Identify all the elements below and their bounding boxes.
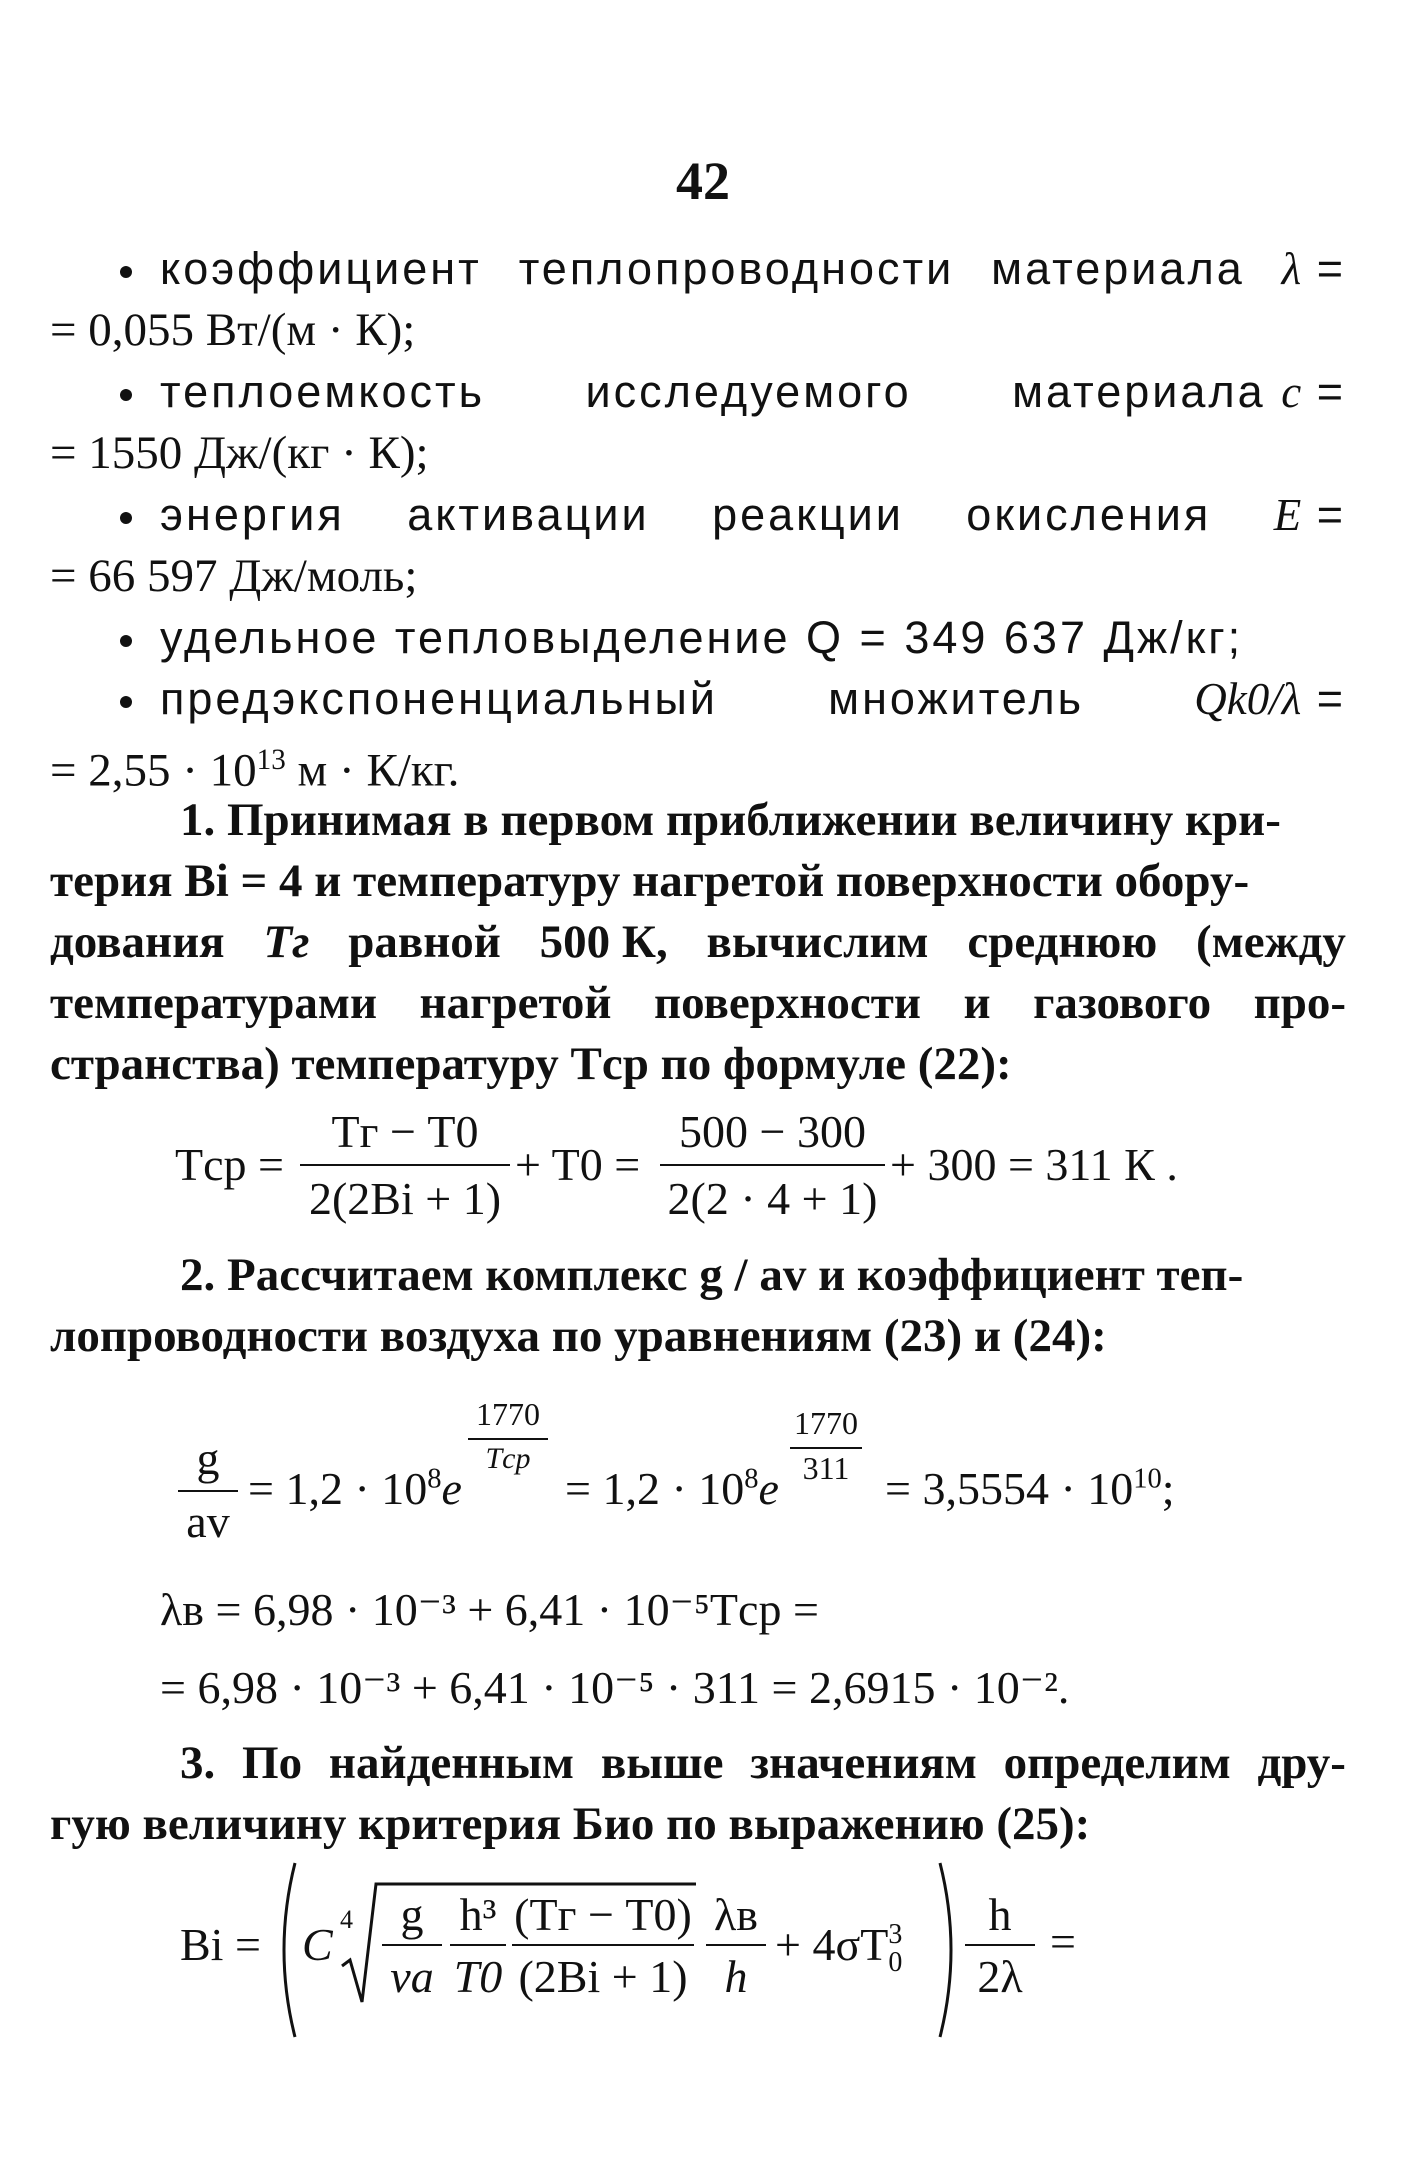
list-item: энергия активации реакции окисления E = — [50, 484, 1346, 545]
fraction-bar — [706, 1944, 766, 1946]
fraction-bar — [450, 1944, 506, 1946]
formula-lambda-line1: λв = 6,98 · 10⁻³ + 6,41 · 10⁻⁵Tср = — [160, 1584, 819, 1635]
step-1-paragraph: 1. Принимая в первом приближении величину кри- терия Bi = 4 и температуру нагретой поверхности обору- дования Tг равной 500 К, вычислим среднюю (между температурами нагретой поверхности и газового про- странства) температуру Tср по формуле (22): — [50, 794, 1346, 1090]
bullet-icon — [120, 512, 132, 524]
step-2-paragraph: 2. Рассчитаем комплекс g / av и коэффициент теп- лопроводности воздуха по уравнениям (23) и (24): — [50, 1249, 1244, 1362]
right-paren-icon — [935, 1860, 965, 2040]
list-item-continuation: = 0,055 Вт/(м · К); — [50, 304, 416, 356]
fraction-bar — [790, 1447, 862, 1449]
list-item: теплоемкость исследуемого материала c = — [50, 361, 1346, 422]
list-item-continuation: = 66 597 Дж/моль; — [50, 550, 418, 602]
fraction-bar — [965, 1944, 1035, 1946]
fraction-bar — [468, 1438, 548, 1440]
list-item-continuation: = 1550 Дж/(кг · К); — [50, 427, 429, 479]
bullet-icon — [120, 696, 132, 708]
fraction-bar — [300, 1164, 510, 1166]
bullet-icon — [120, 635, 132, 647]
page-number: 42 — [676, 151, 730, 211]
property-list — [50, 238, 1346, 797]
fraction-bar — [382, 1944, 442, 1946]
bullet-icon — [120, 266, 132, 278]
list-item: удельное тепловыделение Q = 349 637 Дж/кг; — [50, 607, 1346, 668]
list-item: предэкспоненциальный множитель Qk0/λ = — [50, 668, 1346, 729]
step-3-paragraph: 3. По найденным выше значениям определим дру- гую величину критерия Био по выражению (25): — [50, 1737, 1346, 1850]
fraction-bar — [660, 1164, 885, 1166]
document-page: 42 коэффициент теплопроводности материала λ = = 0,055 Вт/(м · К); теплоемкость исследуемого материала c = = 1550 Дж/(кг · К); энергия активации реакции окисления E = = 66 597 Дж/моль; удельное тепловыделение Q = 349 637 Дж/кг; предэкспоненциальный множитель Qk0/λ = = $2,55 \cdot 10^{13}$ м · К/кг. 1. Принимая в первом приближении величину кри- терия Bi = 4 и температуру нагретой поверхности обору- дования Tг равной 500 К, вычислим среднюю (между температурами нагретой поверхности и газового про- странства) температуру Tср по формуле (22): Tср = Tг − T0 2(2Bi + 1) + T0 = 500 − 300 2(2 · 4 + 1) + 300 = 311 К . 2. Рассчитаем комплекс g / av и коэффициент теп- лопроводности воздуха по уравнениям (23) и (24): g av = $1,2 \cdot 10^8e$ 1770 Tср = $1,2 \cdot 10^8e$ 1770 311 = $3,5554 \cdot 10^{10}$; λв = 6,98 · 10⁻³ + 6,41 · 10⁻⁵Tср = = 6,98 · 10⁻³ + 6,41 · 10⁻⁵ · 311 = 2,6915 · 10⁻². 3. По найденным выше значениям определим дру- гую величину критерия Био по выражению (25): Bi = C 4 g νa h³ T0 (Tг − T0) (2Bi + 1) λв h + 4σT 3 0 h 2λ = — [0, 0, 1406, 2167]
bullet-icon — [120, 389, 132, 401]
left-paren-icon — [270, 1860, 300, 2040]
list-item: коэффициент теплопроводности материала λ = — [50, 238, 1346, 299]
fraction-bar — [512, 1944, 694, 1946]
list-item-continuation: = $2,55 \cdot 10^{13}$ м · К/кг. — [50, 744, 460, 797]
formula-lambda-line2: = 6,98 · 10⁻³ + 6,41 · 10⁻⁵ · 311 = 2,6915 · 10⁻². — [160, 1662, 1070, 1713]
fraction-bar — [178, 1490, 238, 1492]
